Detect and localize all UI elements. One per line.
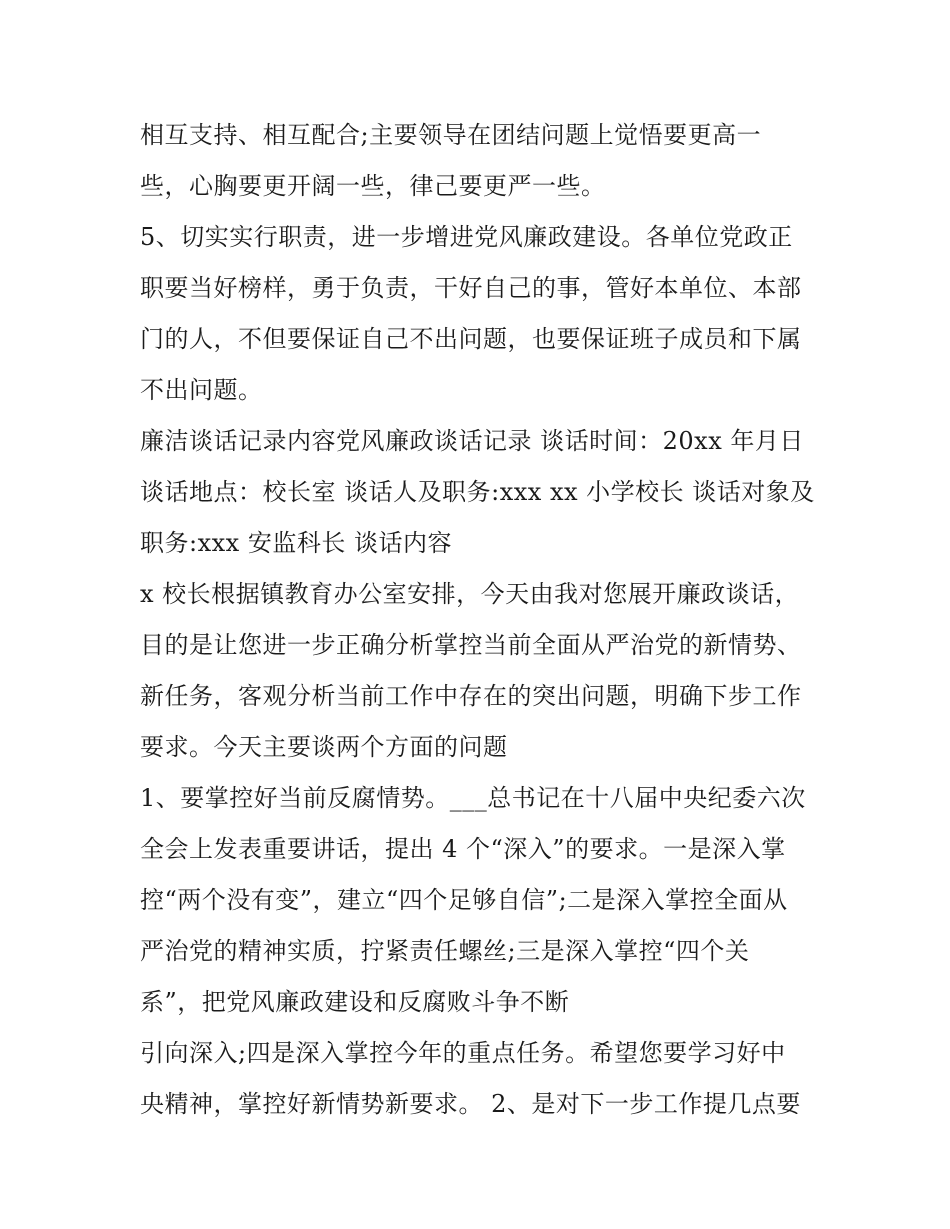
text-line: x 校长根据镇教育办公室安排，今天由我对您展开廉政谈话，: [140, 580, 800, 608]
text-line: 控“两个没有变”，建立“四个足够自信”;二是深入掌控全面从: [140, 886, 788, 914]
text-line: 引向深入;四是深入掌控今年的重点任务。希望您要学习好中: [140, 1039, 786, 1067]
text-line: 新任务，客观分析当前工作中存在的突出问题，明确下步工作: [140, 682, 802, 710]
text-line: 职要当好榜样，勇于负责，干好自己的事，管好本单位、本部: [140, 274, 802, 302]
text-line: 谈话地点：校长室 谈话人及职务:xxx xx 小学校长 谈话对象及: [140, 478, 815, 506]
body-text: [140, 110, 820, 1130]
text-line: 央精神，掌控好新情势新要求。 2、是对下一步工作提几点要: [140, 1090, 801, 1118]
text-line: 廉洁谈话记录内容党风廉政谈话记录 谈话时间：20xx 年月日: [140, 427, 804, 455]
text-line: 系”，把党风廉政建设和反腐败斗争不断: [140, 988, 570, 1016]
text-line: 些，心胸要更开阔一些，律己要更严一些。: [140, 172, 606, 200]
text-line: 全会上发表重要讲话，提出 4 个“深入”的要求。一是深入掌: [140, 835, 786, 863]
text-line: 要求。今天主要谈两个方面的问题: [140, 733, 508, 761]
text-line: 不出问题。: [140, 376, 263, 404]
text-line: 5、切实实行职责，进一步增进党风廉政建设。各单位党政正: [140, 223, 793, 251]
text-line: 1、要掌控好当前反腐情势。___总书记在十八届中央纪委六次: [140, 784, 806, 812]
text-line: 相互支持、相互配合;主要领导在团结问题上觉悟要更高一: [140, 121, 762, 149]
text-line: 目的是让您进一步正确分析掌控当前全面从严治党的新情势、: [140, 631, 802, 659]
text-line: 严治党的精神实质，拧紧责任螺丝;三是深入掌控“四个关: [140, 937, 750, 965]
text-line: 职务:xxx 安监科长 谈话内容: [140, 529, 452, 557]
text-line: 门的人，不但要保证自己不出问题，也要保证班子成员和下属: [140, 325, 802, 353]
